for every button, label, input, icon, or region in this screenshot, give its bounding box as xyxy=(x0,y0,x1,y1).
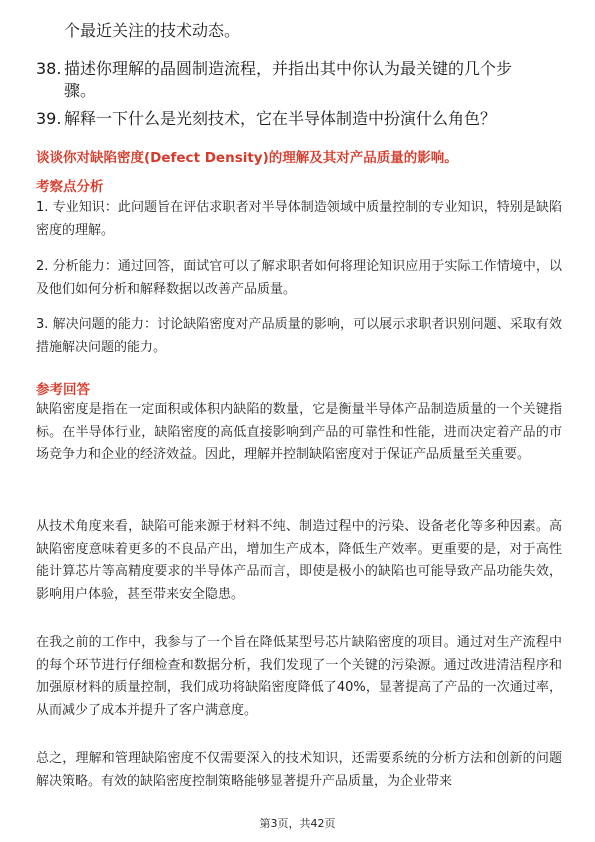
answer-paragraph: 在我之前的工作中，我参与了一个旨在降低某型号芯片缺陷密度的项目。通过对生产流程中的每个环节进行仔细检查和数据分析，我们发现了一个关键的污染源。通过改进清洁程序和加强原材料的质量控制，我们成功将缺陷密度降低了40%，显著提高了产品的一次通过率，从而减少了成本并提升了客户满意度。 xyxy=(36,635,562,718)
question-text: 描述你理解的晶圆制造流程，并指出其中你认为最关键的几个步 xyxy=(64,59,513,78)
analysis-heading: 考察点分析 xyxy=(36,179,104,195)
page-number: 第3页，共42页 xyxy=(259,817,336,830)
topic-title: 谈谈你对缺陷密度(Defect Density)的理解及其对产品质量的影响。 xyxy=(36,150,458,166)
analysis-item: 2. 分析能力：通过回答，面试官可以了解求职者如何将理论知识应用于实际工作情境中，以及他们如何分析和解释数据以改善产品质量。 xyxy=(36,259,562,297)
analysis-item: 3. 解决问题的能力：讨论缺陷密度对产品质量的影响，可以展示求职者识别问题、采取有效措施解决问题的能力。 xyxy=(36,317,562,355)
answer-paragraph: 总之，理解和管理缺陷密度不仅需要深入的技术知识，还需要系统的分析方法和创新的问题解决策略。有效的缺陷密度控制策略能够显著提升产品质量，为企业带来 xyxy=(36,751,562,789)
question-38 xyxy=(36,58,512,79)
question-39 xyxy=(36,108,496,129)
answer-heading: 参考回答 xyxy=(36,382,90,398)
question-38-continuation: 骤。 xyxy=(64,81,97,100)
answer-paragraph: 从技术角度来看，缺陷可能来源于材料不纯、制造过程中的污染、设备老化等多种因素。高缺陷密度意味着更多的不良品产出，增加生产成本，降低生产效率。更重要的是，对于高性能计算芯片等高精度要求的半导体产品而言，即使是极小的缺陷也可能导致产品功能失效，影响用户体验，甚至带来安全隐患。 xyxy=(36,519,562,602)
question-text: 解释一下什么是光刻技术，它在半导体制造中扮演什么角色？ xyxy=(64,109,497,128)
question-number: 39. xyxy=(36,109,62,128)
analysis-item: 1. 专业知识：此问题旨在评估求职者对半导体制造领域中质量控制的专业知识，特别是缺陷密度的理解。 xyxy=(36,200,562,238)
question-number: 38. xyxy=(36,59,62,78)
answer-paragraph: 缺陷密度是指在一定面积或体积内缺陷的数量，它是衡量半导体产品制造质量的一个关键指标。在半导体行业，缺陷密度的高低直接影响到产品的可靠性和性能，进而决定着产品的市场竞争力和企业的经济效益。因此，理解并控制缺陷密度对于保证产品质量至关重要。 xyxy=(36,402,562,463)
question-continuation: 个最近关注的技术动态。 xyxy=(64,21,241,40)
